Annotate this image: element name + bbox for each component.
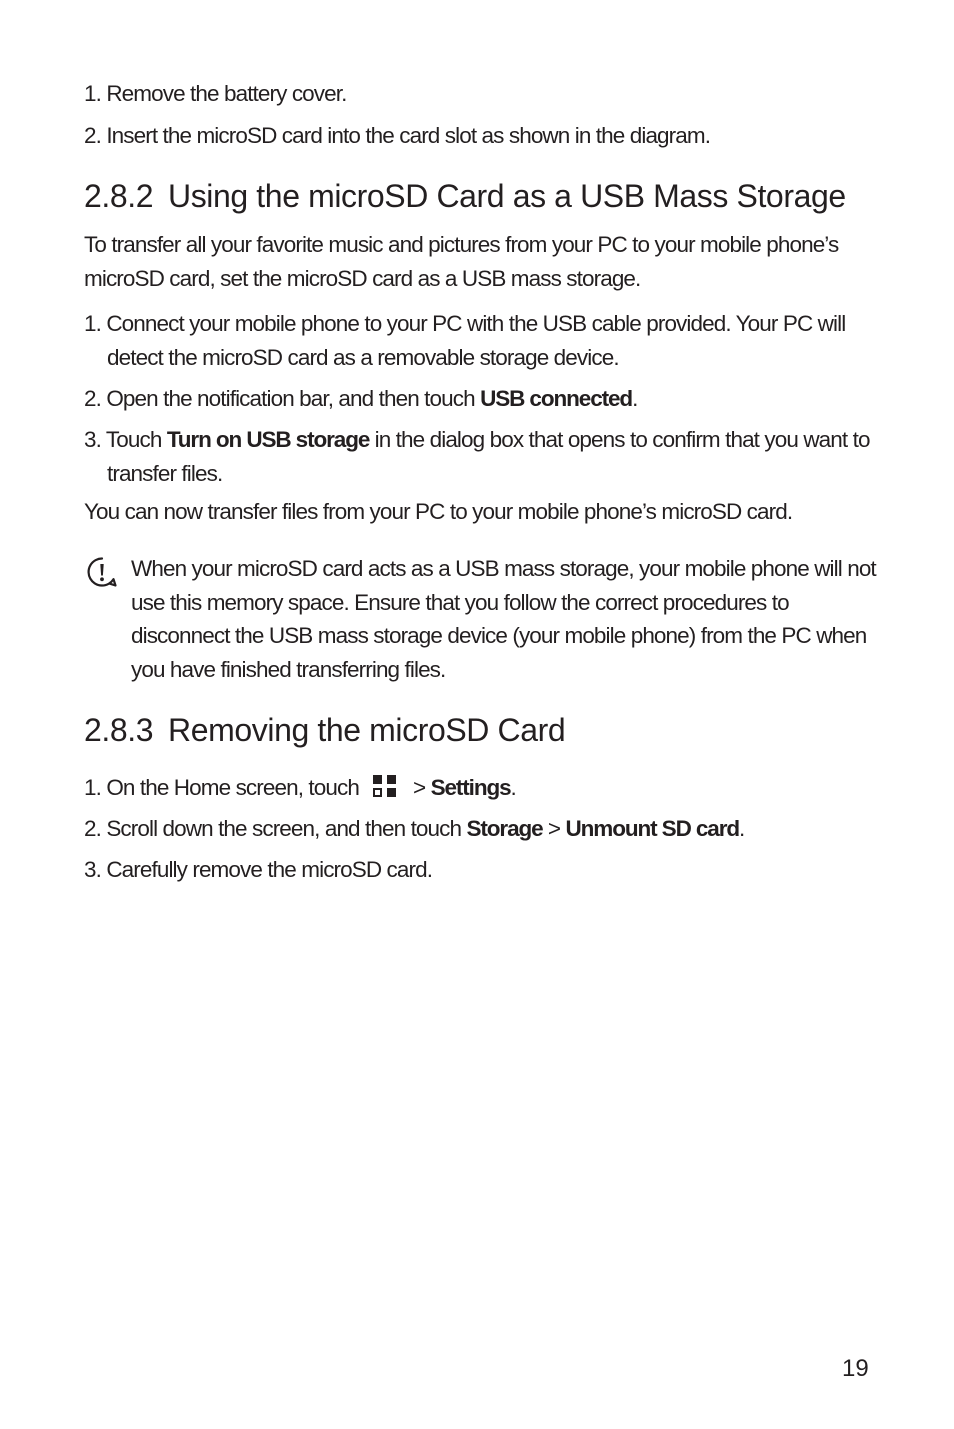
step-3-text: 3. Touch (84, 427, 167, 452)
step-1-period: . (510, 775, 516, 800)
page-number: 19 (842, 1355, 869, 1382)
step-2-text: 2. Scroll down the screen, and then touch (84, 816, 467, 841)
intro-step-2: 2. Insert the microSD card into the card slot as shown in the diagram. (84, 123, 711, 148)
storage-label: Storage (466, 816, 543, 841)
step-2-separator: > (542, 816, 566, 841)
section-282-step-1: 1. Connect your mobile phone to your PC with the USB cable provided. Your PC will detect the microSD card as a removable storage device. (84, 311, 846, 370)
section-283-step-3: 3. Carefully remove the microSD card. (84, 857, 433, 882)
usb-connected-label: USB connected (480, 386, 633, 411)
section-283-number: 2.8.3 (84, 712, 154, 748)
section-282-number: 2.8.2 (84, 178, 154, 214)
turn-on-usb-storage-label: Turn on USB storage (166, 427, 370, 452)
settings-label: Settings (430, 775, 511, 800)
caution-icon (86, 556, 118, 588)
section-283-heading (84, 710, 565, 750)
intro-step-1: 1. Remove the battery cover. (84, 81, 347, 106)
section-282-title: Using the microSD Card as a USB Mass Storage (168, 178, 846, 214)
section-283-step-2 (84, 812, 874, 846)
section-283-step-1 (84, 771, 874, 805)
note-text: When your microSD card acts as a USB mass storage, your mobile phone will not use this memory space. Ensure that you follow the correct procedures to disconnect the USB mass storage device (your mobile phone) from the PC when you have finished transferring files. (131, 556, 876, 682)
step-2-period: . (739, 816, 745, 841)
section-282-step-3 (84, 423, 874, 491)
step-3-rest: in the dialog box that opens to confirm that you want to transfer files. (107, 427, 870, 486)
apps-grid-icon (373, 775, 399, 799)
step-1-separator: > (412, 775, 431, 800)
step-2-period: . (632, 386, 638, 411)
unmount-sd-card-label: Unmount SD card (565, 816, 740, 841)
step-2-text: 2. Open the notification bar, and then touch (84, 386, 481, 411)
section-282-step-2 (84, 382, 874, 416)
section-282-heading (84, 176, 846, 216)
section-283-title: Removing the microSD Card (168, 712, 566, 748)
step-1-text: 1. On the Home screen, touch (84, 775, 359, 800)
section-282-intro: To transfer all your favorite music and pictures from your PC to your mobile phone’s microSD card, set the microSD card as a USB mass storage. (84, 232, 839, 291)
section-282-conclusion: You can now transfer files from your PC to your mobile phone’s microSD card. (84, 499, 793, 524)
